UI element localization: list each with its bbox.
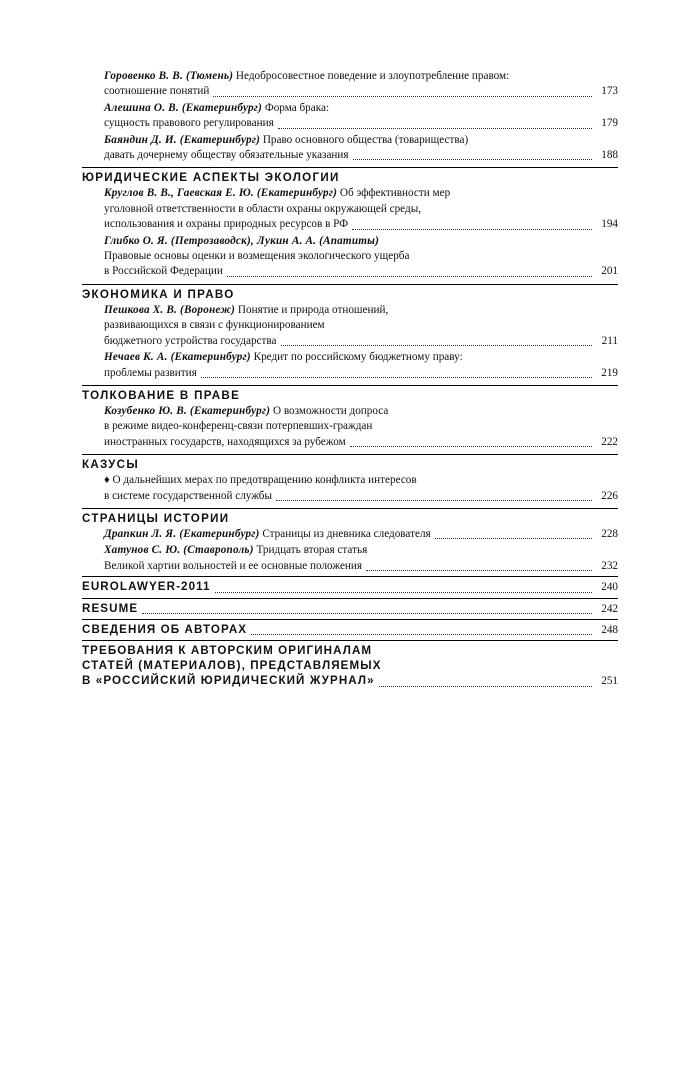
toc-entry[interactable] [82, 303, 618, 349]
entry-title-cont: развивающихся в связи с функционированием [104, 319, 325, 332]
entry-title-end: давать дочернему обществу обязательные указания [104, 149, 349, 162]
leader-dots [251, 624, 592, 635]
leader-dots [142, 603, 592, 614]
entry-title-end: бюджетного устройства государства [104, 334, 277, 347]
leader-dots [435, 528, 592, 539]
page-number: 240 [601, 581, 618, 594]
entry-title: Кредит по российскому бюджетному праву: [253, 351, 463, 364]
page-number: 173 [601, 85, 618, 98]
page-number: 228 [601, 527, 618, 540]
toc-entry[interactable] [82, 527, 618, 542]
leader-dots [366, 560, 592, 571]
page-number: 251 [601, 675, 618, 688]
entry-title: Форма брака: [264, 101, 330, 114]
section-ecology [82, 167, 618, 279]
page-number: 201 [601, 265, 618, 278]
toc-entry[interactable] [82, 133, 618, 164]
section-heading-line: В «РОССИЙСКИЙ ЮРИДИЧЕСКИЙ ЖУРНАЛ» [82, 674, 375, 688]
entry-author: Хатунов С. Ю. (Ставрополь) [104, 544, 254, 557]
entry-author: Пешкова Х. В. (Воронеж) [104, 303, 236, 316]
page-number: 219 [601, 366, 618, 379]
entry-title: Правовые основы оценки и возмещения экологического ущерба [104, 250, 410, 263]
leader-dots [227, 266, 592, 277]
section-heading: ЭКОНОМИКА И ПРАВО [82, 287, 235, 301]
entry-title: Об эффективности мер [339, 187, 451, 200]
leader-dots [379, 676, 592, 687]
entry-title-cont: уголовной ответственности в области охраны окружающей среды, [104, 202, 422, 215]
toc-entry[interactable] [82, 543, 618, 574]
page-number: 188 [601, 149, 618, 162]
section-heading: RESUME [82, 601, 139, 615]
diamond-bullet-icon: ♦ [104, 474, 110, 487]
page-number: 242 [601, 602, 618, 615]
section-heading: КАЗУСЫ [82, 458, 140, 472]
page-number: 179 [601, 117, 618, 130]
entry-title: Недобросовестное поведение и злоупотребление правом: [235, 70, 510, 82]
page-number: 226 [601, 489, 618, 502]
entry-title: О возможности допроса [272, 404, 389, 417]
entry-title-cont: в режиме видео-конференц-связи потерпевших-граждан [104, 420, 373, 433]
section-economy [82, 284, 618, 381]
leader-dots [201, 367, 592, 378]
toc-entry[interactable] [82, 404, 618, 450]
entry-title-end: использования и охраны природных ресурсов в РФ [104, 218, 349, 231]
toc-entry[interactable] [82, 473, 618, 504]
toc-entry[interactable] [82, 186, 618, 232]
entry-author: Горовенко В. В. (Тюмень) [104, 70, 234, 82]
entry-author: Драпкин Л. Я. (Екатеринбург) [104, 527, 260, 540]
entry-author: Алешина О. В. (Екатеринбург) [104, 101, 263, 114]
entry-title-end: соотношение понятий [104, 85, 210, 98]
entry-author: Нечаев К. А. (Екатеринбург) [104, 351, 251, 364]
section-interpretation [82, 385, 618, 450]
section-heading: ЮРИДИЧЕСКИЕ АСПЕКТЫ ЭКОЛОГИИ [82, 171, 340, 185]
entry-author: Козубенко Ю. В. (Екатеринбург) [104, 404, 271, 417]
section-cases [82, 454, 618, 504]
leader-dots [276, 490, 592, 501]
entry-title-end: сущность правового регулирования [104, 117, 274, 130]
section-heading-line: СТАТЕЙ (МАТЕРИАЛОВ), ПРЕДСТАВЛЯЕМЫХ [82, 659, 382, 673]
entry-title: Право основного общества (товарищества) [262, 133, 469, 146]
page-number: 211 [601, 334, 618, 347]
page-number: 194 [601, 218, 618, 231]
leader-dots [278, 118, 592, 129]
entry-title: Тридцать вторая статья [256, 544, 368, 557]
section-heading: СВЕДЕНИЯ ОБ АВТОРАХ [82, 622, 248, 636]
leader-dots [213, 86, 592, 97]
entry-author: Глибко О. Я. (Петрозаводск), Лукин А. А. (Апатиты) [104, 234, 380, 247]
entry-title: О дальнейших мерах по предотвращению конфликта интересов [112, 474, 417, 487]
section-heading: EUROLAWYER-2011 [82, 580, 211, 594]
section-continued [82, 69, 618, 163]
toc-entry[interactable] [82, 69, 618, 100]
entry-title-end: Великой хартии вольностей и ее основные положения [104, 559, 363, 572]
section-heading: ТОЛКОВАНИЕ В ПРАВЕ [82, 388, 241, 402]
entry-title-end: в Российской Федерации [104, 265, 223, 278]
page-number: 232 [601, 559, 618, 572]
entry-title-end: в системе государственной службы [104, 489, 273, 502]
entry-title-end: проблемы развития [104, 366, 197, 379]
section-requirements[interactable] [82, 640, 618, 689]
section-eurolawyer[interactable] [82, 576, 618, 595]
toc-entry[interactable] [82, 234, 618, 280]
section-heading-line: ТРЕБОВАНИЯ К АВТОРСКИМ ОРИГИНАЛАМ [82, 644, 373, 658]
leader-dots [352, 219, 592, 230]
section-heading: СТРАНИЦЫ ИСТОРИИ [82, 511, 230, 525]
section-authors[interactable] [82, 619, 618, 638]
section-history [82, 508, 618, 574]
section-resume[interactable] [82, 598, 618, 617]
toc-entry[interactable] [82, 101, 618, 132]
entry-title-end: иностранных государств, находящихся за рубежом [104, 435, 346, 448]
entry-title: Понятие и природа отношений, [237, 303, 389, 316]
leader-dots [281, 335, 593, 346]
leader-dots [350, 436, 592, 447]
page-number: 248 [601, 623, 618, 636]
page-number: 222 [601, 435, 618, 448]
entry-author: Круглов В. В., Гаевская Е. Ю. (Екатеринбург) [104, 187, 338, 200]
entry-title: Страницы из дневника следователя [262, 527, 431, 540]
leader-dots [215, 582, 592, 593]
entry-author: Баяндин Д. И. (Екатеринбург) [104, 133, 261, 146]
leader-dots [353, 149, 592, 160]
table-of-contents [82, 68, 618, 690]
toc-entry[interactable] [82, 350, 618, 381]
